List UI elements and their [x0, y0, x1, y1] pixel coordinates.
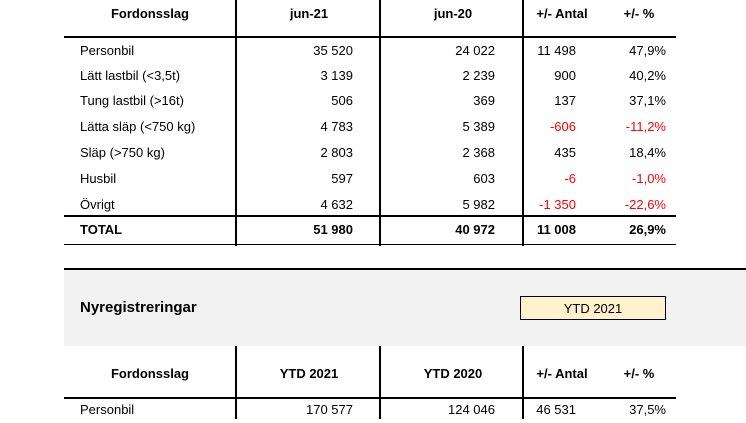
table-cell: 900 — [554, 68, 576, 83]
table-cell: 170 577 — [306, 402, 353, 417]
table-bottom-rule — [64, 244, 676, 245]
table-cell: -6 — [564, 171, 576, 186]
table-cell: 4 783 — [320, 119, 353, 134]
table-cell: 2 368 — [462, 145, 495, 160]
table-row — [0, 38, 746, 64]
table-cell: 2 803 — [320, 145, 353, 160]
section-title: Nyregistreringar — [80, 299, 197, 316]
table-cell: Släp (>750 kg) — [80, 145, 165, 160]
table-cell: Personbil — [80, 402, 135, 417]
table-cell: 24 022 — [455, 43, 495, 58]
header-jun-20: jun-20 — [433, 6, 473, 21]
table-cell: Tung lastbil (>16t) — [80, 93, 184, 108]
table-cell: 137 — [554, 93, 576, 108]
table-cell: Personbil — [80, 43, 135, 58]
table-row — [0, 397, 746, 423]
table-cell: 35 520 — [313, 43, 353, 58]
table-cell: -11,2% — [625, 119, 666, 134]
table-cell: 37,5% — [629, 402, 666, 417]
period-selector[interactable]: YTD 2021 — [520, 296, 666, 320]
table-cell: 597 — [331, 171, 353, 186]
header-jun-21: jun-21 — [289, 6, 329, 21]
table-cell: 435 — [554, 145, 576, 160]
table-cell: 11 498 — [537, 43, 576, 58]
table-cell: 46 531 — [536, 402, 576, 417]
table-cell: -22,6% — [624, 197, 666, 212]
table-cell: Husbil — [80, 171, 117, 186]
table-row — [0, 140, 746, 166]
header-antal: +/- Antal — [536, 6, 588, 21]
table-cell: 51 980 — [313, 222, 353, 237]
table-cell: 4 632 — [320, 197, 353, 212]
table-cell: Lätta släp (<750 kg) — [80, 119, 196, 134]
table-row — [0, 166, 746, 192]
table-cell: 506 — [331, 93, 353, 108]
table-cell: 40,2% — [629, 68, 666, 83]
table-cell: Övrigt — [80, 197, 115, 212]
table-cell: 3 139 — [320, 68, 353, 83]
table-cell: 2 239 — [462, 68, 495, 83]
table-cell: 124 046 — [448, 402, 495, 417]
table-cell: -606 — [549, 119, 576, 134]
table-cell: Lätt lastbil (<3,5t) — [80, 68, 181, 83]
table-cell: -1,0% — [632, 171, 666, 186]
header-procent: +/- % — [623, 366, 655, 381]
table-cell: 47,9% — [629, 43, 666, 58]
table-cell: -1 350 — [539, 197, 576, 212]
header-antal: +/- Antal — [536, 366, 588, 381]
header-ytd-2020: YTD 2020 — [423, 366, 483, 381]
table-row — [0, 114, 746, 140]
table-cell: 40 972 — [455, 222, 495, 237]
table-cell: 11 008 — [536, 222, 576, 237]
table-cell: 603 — [473, 171, 495, 186]
header-fordonsslag: Fordonsslag — [110, 6, 189, 21]
table-cell: TOTAL — [80, 222, 123, 237]
table-cell: 369 — [473, 93, 495, 108]
table-cell: 5 982 — [462, 197, 495, 212]
table-cell: 26,9% — [629, 222, 666, 237]
table-cell: 37,1% — [629, 93, 666, 108]
header-procent: +/- % — [623, 6, 655, 21]
table-cell: 5 389 — [462, 119, 495, 134]
table-row — [0, 63, 746, 89]
header-ytd-2021: YTD 2021 — [279, 366, 339, 381]
table-row — [0, 88, 746, 114]
header-fordonsslag: Fordonsslag — [110, 366, 189, 381]
total-row — [0, 217, 746, 243]
table-cell: 18,4% — [629, 145, 666, 160]
